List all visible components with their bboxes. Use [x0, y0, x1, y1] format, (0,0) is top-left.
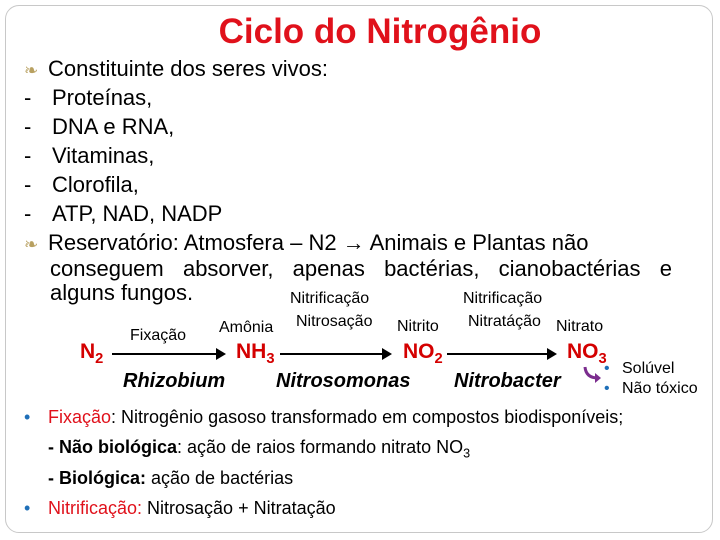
swirl-bullet-icon: ❧ [24, 235, 39, 254]
arrow-right-icon [280, 353, 390, 355]
sub-biologica: - Biológica: ação de bactérias [48, 468, 294, 488]
reservoir-text-1: Reservatório: Atmosfera – N2 → Animais e Plantas não [48, 230, 589, 255]
arrow-right-icon [447, 353, 555, 355]
label-fixacao: Fixação [130, 327, 187, 344]
bullet-fixacao: • Fixação: Nitrogênio gasoso transformado em compostos biodisponíveis; [24, 407, 624, 427]
intro-label: Constituinte dos seres vivos: [48, 56, 329, 81]
label-nitrito: Nitrito [397, 318, 439, 335]
list-item: - Clorofila, [24, 172, 139, 197]
label-nitrato: Nitrato [556, 318, 604, 335]
chem-no3: $NO_3$ [567, 340, 607, 368]
intro-line [24, 56, 328, 82]
bullet-dot-icon: • [24, 498, 31, 518]
slide-title: Ciclo do Nitrogênio [218, 12, 542, 51]
organism-nitrobacter: Nitrobacter [454, 370, 561, 392]
term-fixacao: Fixação [48, 407, 112, 427]
reservoir-line-2: conseguem absorver, apenas bactérias, cianobactérias e [50, 256, 672, 281]
property-item: • Solúvel [604, 360, 675, 377]
term-nitrificacao: Nitrificação: [48, 498, 143, 518]
sub-nao-biologica: - Não biológica: ação de raios formando nitrato $NO_3$ [48, 437, 471, 461]
organism-nitrosomonas: Nitrosomonas [276, 370, 411, 392]
reservoir-line-3: alguns fungos. [50, 280, 194, 305]
chem-nh3: $NH_3$ [236, 340, 275, 368]
chem-n2: $N_2$ [80, 340, 104, 368]
label-nitrificacao-1: Nitrificação [290, 290, 370, 307]
organism-rhizobium: Rhizobium [123, 370, 226, 392]
curved-arrow-icon [582, 364, 604, 384]
arrow-right-icon [112, 353, 224, 355]
list-item: - Vitaminas, [24, 143, 155, 168]
swirl-bullet-icon: ❧ [24, 61, 39, 80]
bullet-dot-icon: • [24, 407, 31, 427]
list-item: - Proteínas, [24, 85, 153, 110]
label-nitrosacao: Nitrosação [296, 313, 373, 330]
label-nitratacao: Nitratáção [468, 313, 541, 330]
chem-no2: $NO_2$ [403, 340, 443, 368]
bullet-nitrificacao: • Nitrificação: Nitrosação + Nitratação [24, 498, 336, 518]
list-item: - ATP, NAD, NADP [24, 201, 223, 226]
list-item: - DNA e RNA, [24, 114, 175, 139]
reservoir-line [24, 230, 588, 256]
label-nitrificacao-2: Nitrificação [463, 290, 543, 307]
label-amonia: Amônia [219, 319, 274, 336]
property-item: • Não tóxico [604, 380, 698, 397]
